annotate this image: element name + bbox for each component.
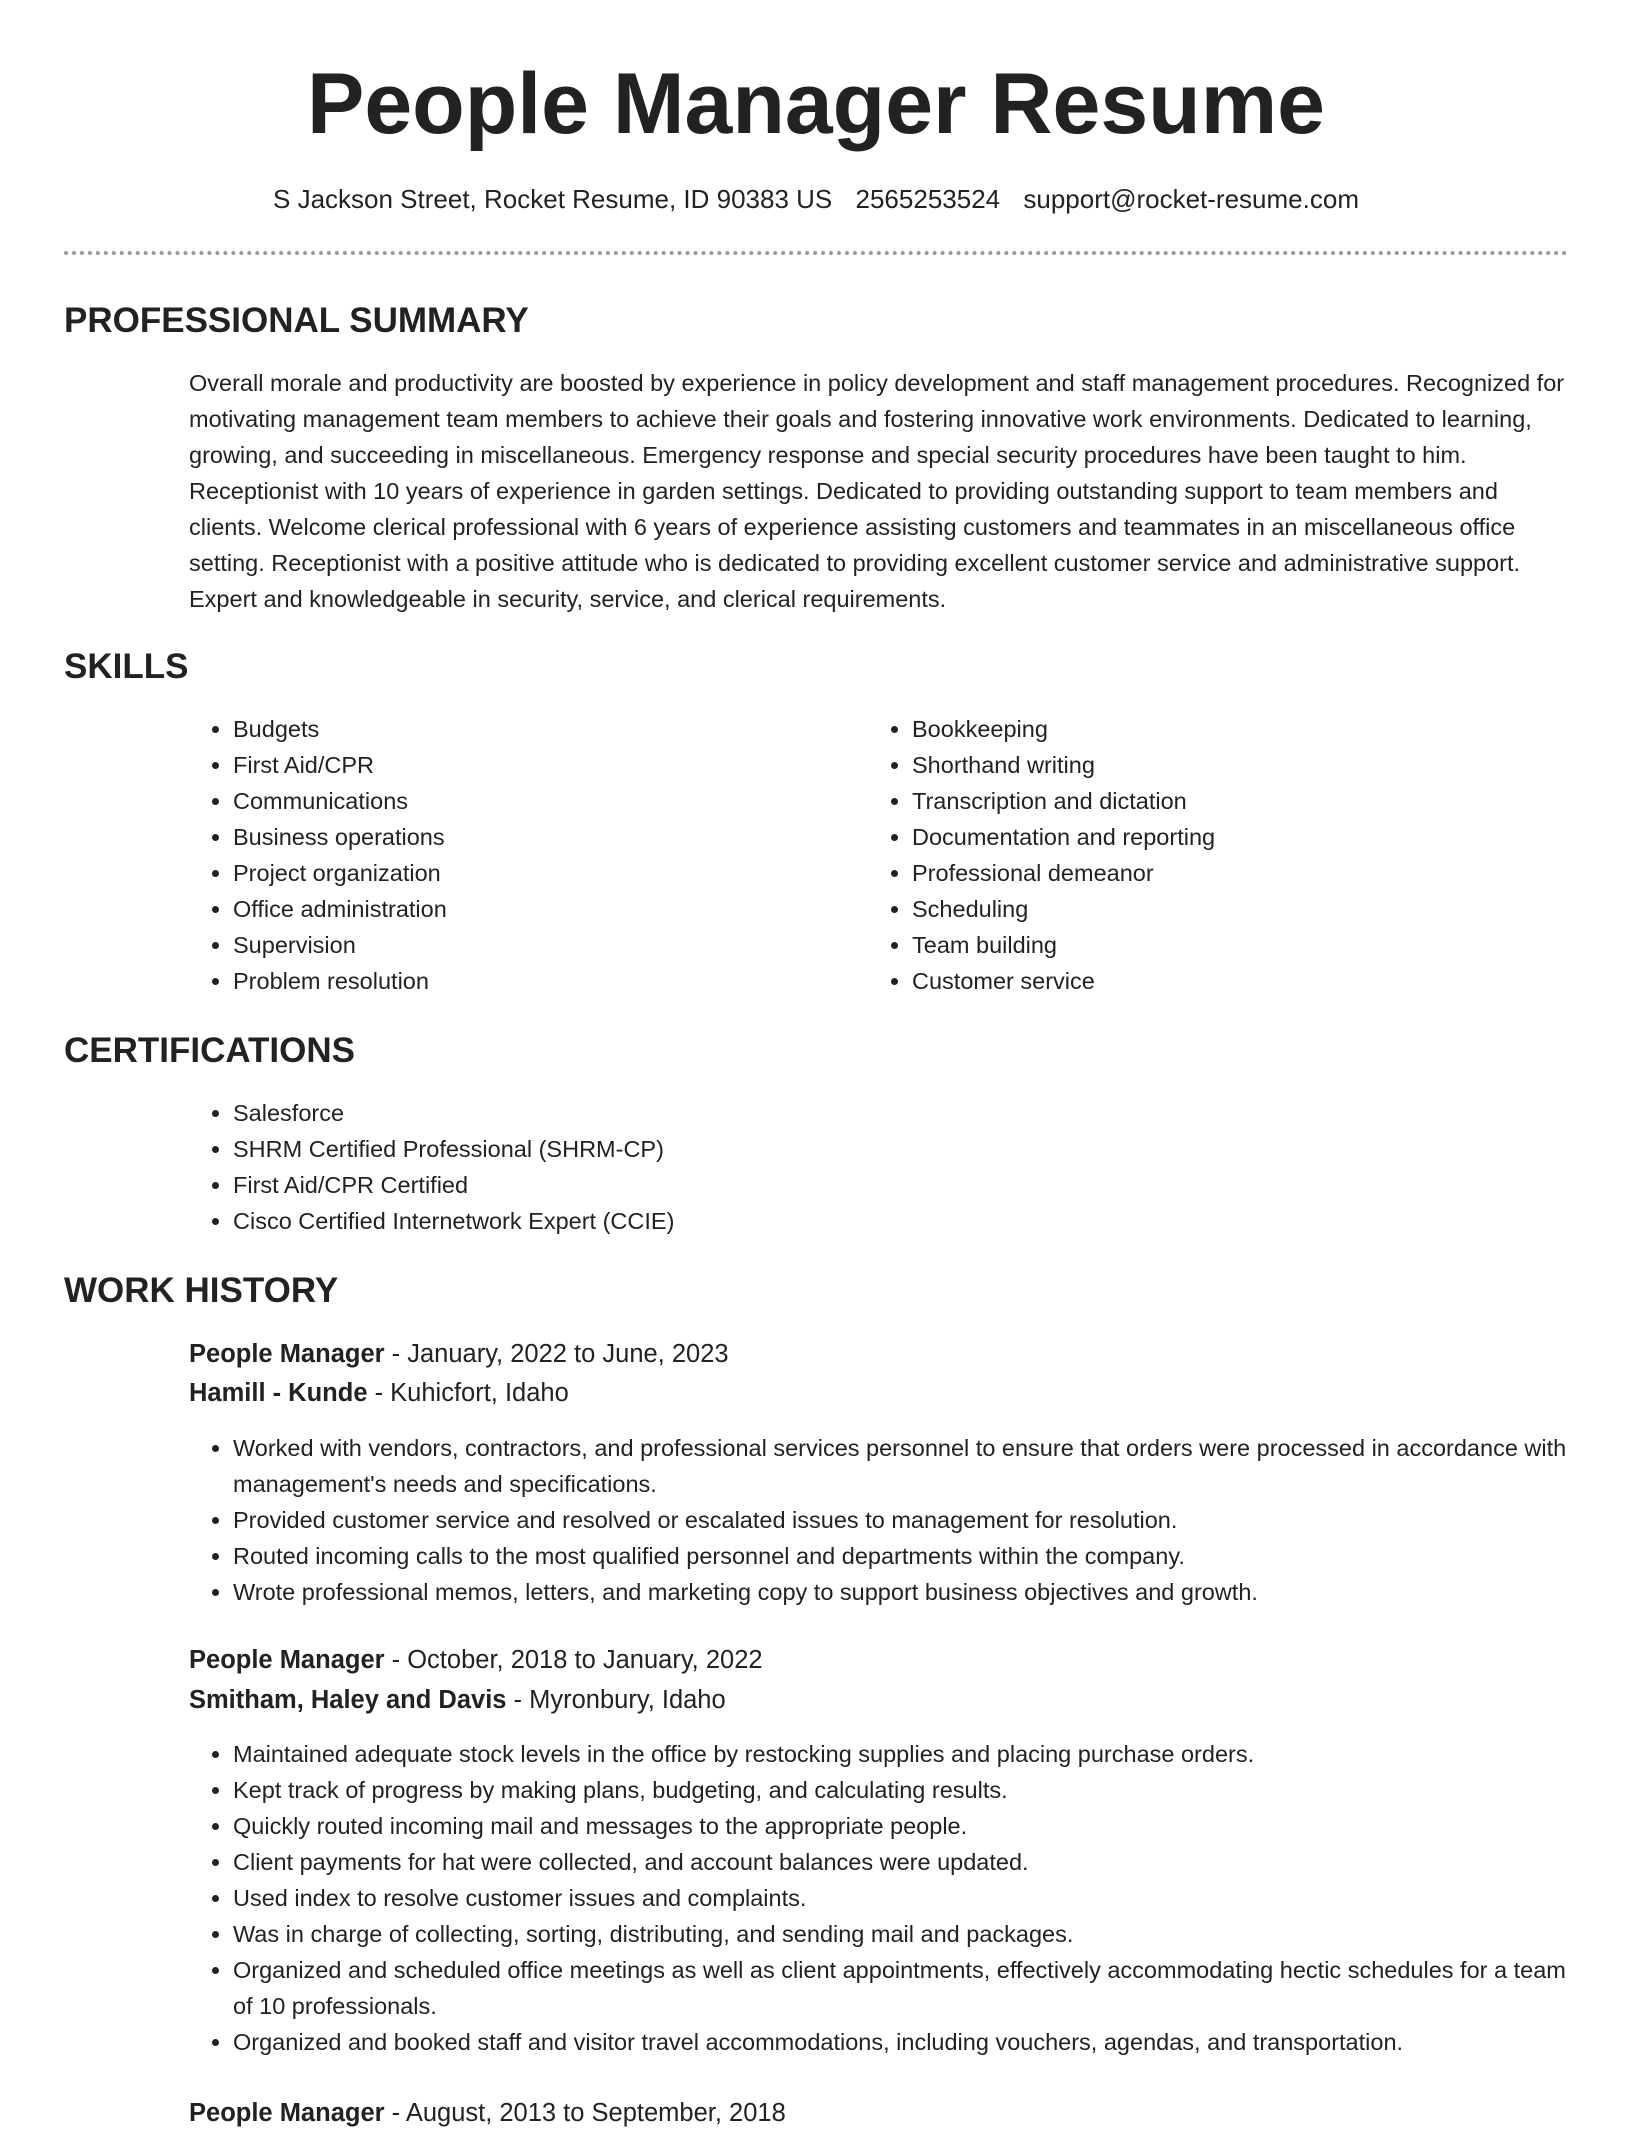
skill-item: • Budgets [233, 711, 853, 747]
job-bullet: • Organized and scheduled office meetings as well as client appointments, effectively accommodating hectic schedules for a team of 10 professionals. [233, 1952, 1568, 2024]
job-location: - Myronbury, Idaho [506, 1686, 726, 1714]
skills-list-right [868, 711, 1572, 999]
skill-item: • Problem resolution [233, 963, 853, 999]
job-title: People Manager [189, 1646, 385, 1674]
skill-item: • First Aid/CPR [233, 747, 853, 783]
job-bullets [189, 1736, 1568, 2060]
skills-heading: SKILLS [64, 647, 189, 686]
certifications-heading: CERTIFICATIONS [64, 1031, 356, 1070]
certification-item: • Cisco Certified Internetwork Expert (CCIE) [233, 1203, 1533, 1239]
certification-item: • SHRM Certified Professional (SHRM-CP) [233, 1131, 1533, 1167]
job-bullet: • Was in charge of collecting, sorting, distributing, and sending mail and packages. [233, 1916, 1568, 1952]
job-bullet: • Maintained adequate stock levels in the office by restocking supplies and placing purchase orders. [233, 1736, 1568, 1772]
skill-item: • Scheduling [912, 891, 1572, 927]
contact-phone: 2565253524 [855, 184, 1001, 214]
job-dates: - October, 2018 to January, 2022 [384, 1646, 763, 1674]
skill-item: • Customer service [912, 963, 1572, 999]
job-bullet: • Quickly routed incoming mail and messages to the appropriate people. [233, 1808, 1568, 1844]
job-title: People Manager [189, 1340, 385, 1368]
job-bullet: • Used index to resolve customer issues and complaints. [233, 1880, 1568, 1916]
certification-item: • First Aid/CPR Certified [233, 1167, 1533, 1203]
job-bullet: • Wrote professional memos, letters, and marketing copy to support business objectives and growth. [233, 1574, 1568, 1610]
certifications-list [189, 1095, 1533, 1239]
job-bullet: • Organized and booked staff and visitor travel accommodations, including vouchers, agendas, and transportation. [233, 2024, 1568, 2060]
resume-title: People Manager Resume [306, 56, 1326, 152]
job-dates: - August, 2013 to September, 2018 [384, 2099, 786, 2127]
job-bullet: • Kept track of progress by making plans, budgeting, and calculating results. [233, 1772, 1568, 1808]
certification-item: • Salesforce [233, 1095, 1533, 1131]
job-company: Smitham, Haley and Davis [189, 1686, 507, 1714]
job-location: - Kuhicfort, Idaho [367, 1379, 569, 1407]
skill-item: • Communications [233, 783, 853, 819]
job-company-line [189, 1681, 726, 1719]
job-title-line [189, 2094, 786, 2132]
contact-address: S Jackson Street, Rocket Resume, ID 90383 US [273, 184, 833, 214]
contact-email: support@rocket-resume.com [1023, 184, 1359, 214]
skills-list-left [189, 711, 853, 999]
job-title: People Manager [189, 2099, 385, 2127]
skill-item: • Professional demeanor [912, 855, 1572, 891]
job-bullet: • Worked with vendors, contractors, and professional services personnel to ensure that orders were processed in accordance with management's needs and specifications. [233, 1430, 1568, 1502]
skill-item: • Shorthand writing [912, 747, 1572, 783]
job-bullet: • Routed incoming calls to the most qualified personnel and departments within the company. [233, 1538, 1568, 1574]
job-title-line [189, 1641, 763, 1679]
skill-item: • Bookkeeping [912, 711, 1572, 747]
job-title-line [189, 1335, 729, 1373]
job-bullet: • Provided customer service and resolved or escalated issues to management for resolution. [233, 1502, 1568, 1538]
job-bullet: • Client payments for hat were collected, and account balances were updated. [233, 1844, 1568, 1880]
work-history-heading: WORK HISTORY [64, 1271, 339, 1310]
summary-heading: PROFESSIONAL SUMMARY [64, 301, 529, 340]
skill-item: • Business operations [233, 819, 853, 855]
job-dates: - January, 2022 to June, 2023 [384, 1340, 729, 1368]
job-company-line [189, 1374, 569, 1412]
skill-item: • Office administration [233, 891, 853, 927]
skill-item: • Team building [912, 927, 1572, 963]
skill-item: • Transcription and dictation [912, 783, 1572, 819]
job-company: Hamill - Kunde [189, 1379, 368, 1407]
skill-item: • Supervision [233, 927, 853, 963]
header-divider [64, 251, 1568, 255]
job-bullets [189, 1430, 1568, 1610]
summary-text: Overall morale and productivity are boosted by experience in policy development and staff management procedures. Recognized for motivating management team members to achieve their goals and fostering innovative work environments. Dedicated to learning, growing, and succeeding in miscellaneous. Emergency response and special security procedures have been taught to him. Receptionist with 10 years of experience in garden settings. Dedicated to providing outstanding support to team members and clients. Welcome clerical professional with 6 years of experience assisting customers and teammates in an miscellaneous office setting. Receptionist with a positive attitude who is dedicated to providing excellent customer service and administrative support. Expert and knowledgeable in security, service, and clerical requirements. [189, 370, 1565, 612]
skill-item: • Documentation and reporting [912, 819, 1572, 855]
skill-item: • Project organization [233, 855, 853, 891]
contact-line [0, 181, 1632, 217]
